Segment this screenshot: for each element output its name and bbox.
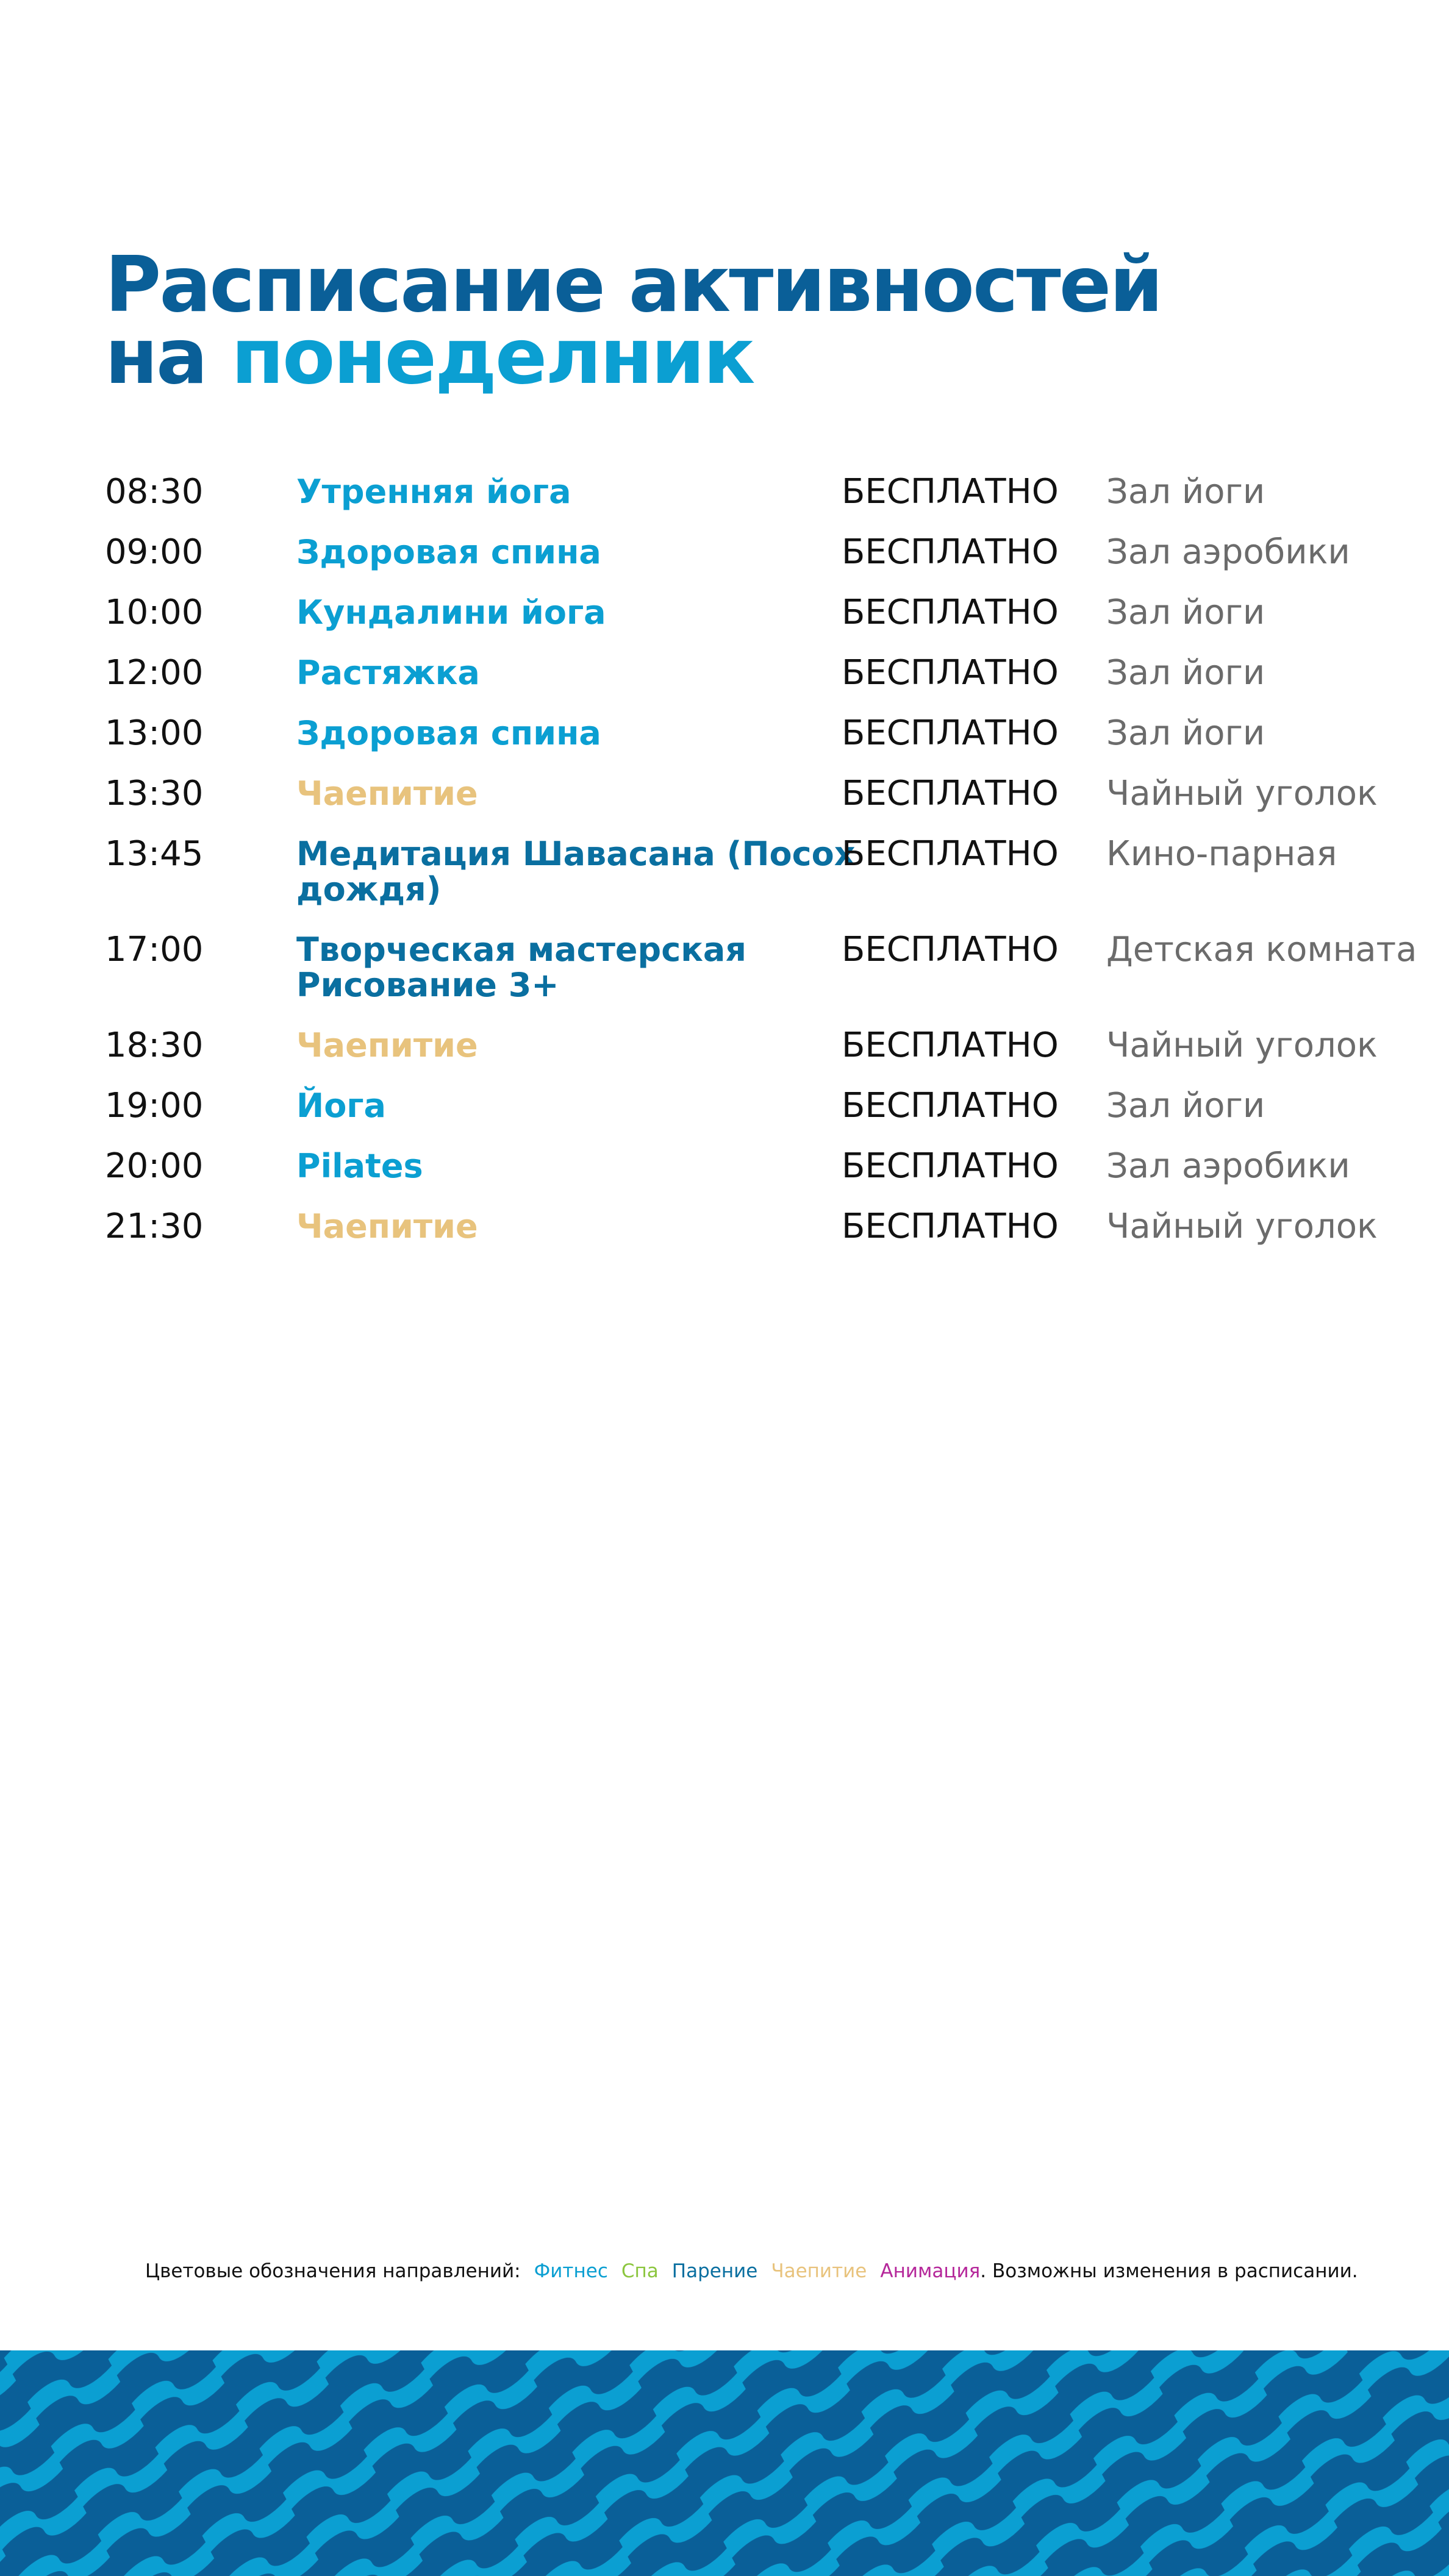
schedule-location: Кино-парная [1106, 834, 1337, 874]
schedule-location: Зал аэробики [1106, 1146, 1350, 1186]
schedule-time: 17:00 [105, 930, 204, 969]
page-title [105, 240, 1162, 401]
legend-item-animation: Анимация [880, 2260, 981, 2282]
schedule-time: 10:00 [105, 593, 204, 632]
schedule-activity-name: Кундалини йога [296, 593, 606, 632]
legend-item-steam: Парение [671, 2260, 758, 2282]
schedule-price: БЕСПЛАТНО [842, 1086, 1059, 1126]
schedule-time: 20:00 [105, 1146, 204, 1186]
schedule-price: БЕСПЛАТНО [842, 774, 1059, 813]
schedule-activity-name: Чаепитие [296, 1026, 478, 1065]
schedule-activity-name: Медитация Шавасана (Посох дождя) [296, 835, 856, 908]
schedule-time: 18:30 [105, 1026, 204, 1065]
schedule-price: БЕСПЛАТНО [842, 713, 1059, 753]
schedule-price: БЕСПЛАТНО [842, 1207, 1059, 1246]
legend-item-spa: Спа [621, 2260, 659, 2282]
schedule-time: 12:00 [105, 653, 204, 693]
schedule-activity-name: Творческая мастерская Рисование 3+ [296, 930, 746, 1004]
schedule-location: Зал йоги [1106, 593, 1265, 632]
schedule-price: БЕСПЛАТНО [842, 653, 1059, 693]
schedule-location: Зал аэробики [1106, 532, 1350, 572]
schedule-activity-name: Pilates [296, 1147, 423, 1185]
schedule-location: Детская комната [1106, 930, 1417, 969]
title-line-1: Расписание активностей [105, 240, 1162, 329]
color-legend [145, 2260, 1358, 2282]
schedule-time: 19:00 [105, 1086, 204, 1126]
legend-prefix: Цветовые обозначения направлений: [145, 2260, 521, 2282]
schedule-activity-name: Здоровая спина [296, 714, 601, 752]
schedule-price: БЕСПЛАТНО [842, 834, 1059, 874]
schedule-price: БЕСПЛАТНО [842, 1146, 1059, 1186]
legend-item-tea: Чаепитие [771, 2260, 867, 2282]
schedule-location: Зал йоги [1106, 1086, 1265, 1126]
schedule-location: Чайный уголок [1106, 1026, 1378, 1065]
schedule-activity-name: Здоровая спина [296, 533, 601, 571]
schedule-price: БЕСПЛАТНО [842, 472, 1059, 512]
schedule-activity-name: Йога [296, 1086, 386, 1125]
schedule-price: БЕСПЛАТНО [842, 1026, 1059, 1065]
title-line-2-prefix: на [105, 312, 207, 401]
schedule-time: 13:30 [105, 774, 204, 813]
schedule-location: Зал йоги [1106, 713, 1265, 753]
legend-item-fitness: Фитнес [534, 2260, 608, 2282]
schedule-activity-name: Утренняя йога [296, 473, 571, 511]
schedule-price: БЕСПЛАТНО [842, 930, 1059, 969]
wave-pattern-footer [0, 2350, 1449, 2576]
schedule-price: БЕСПЛАТНО [842, 593, 1059, 632]
schedule-activity-name: Растяжка [296, 654, 480, 692]
schedule-location: Зал йоги [1106, 472, 1265, 512]
legend-suffix: . Возможны изменения в расписании. [980, 2260, 1358, 2282]
schedule-location: Чайный уголок [1106, 1207, 1378, 1246]
schedule-time: 08:30 [105, 472, 204, 512]
schedule-time: 09:00 [105, 532, 204, 572]
schedule-location: Чайный уголок [1106, 774, 1378, 813]
schedule-activity-name: Чаепитие [296, 1207, 478, 1246]
schedule-location: Зал йоги [1106, 653, 1265, 693]
schedule-time: 13:45 [105, 834, 204, 874]
schedule-time: 13:00 [105, 713, 204, 753]
schedule-activity-name: Чаепитие [296, 774, 478, 813]
title-day: понеделник [231, 312, 754, 401]
schedule-price: БЕСПЛАТНО [842, 532, 1059, 572]
schedule-time: 21:30 [105, 1207, 204, 1246]
